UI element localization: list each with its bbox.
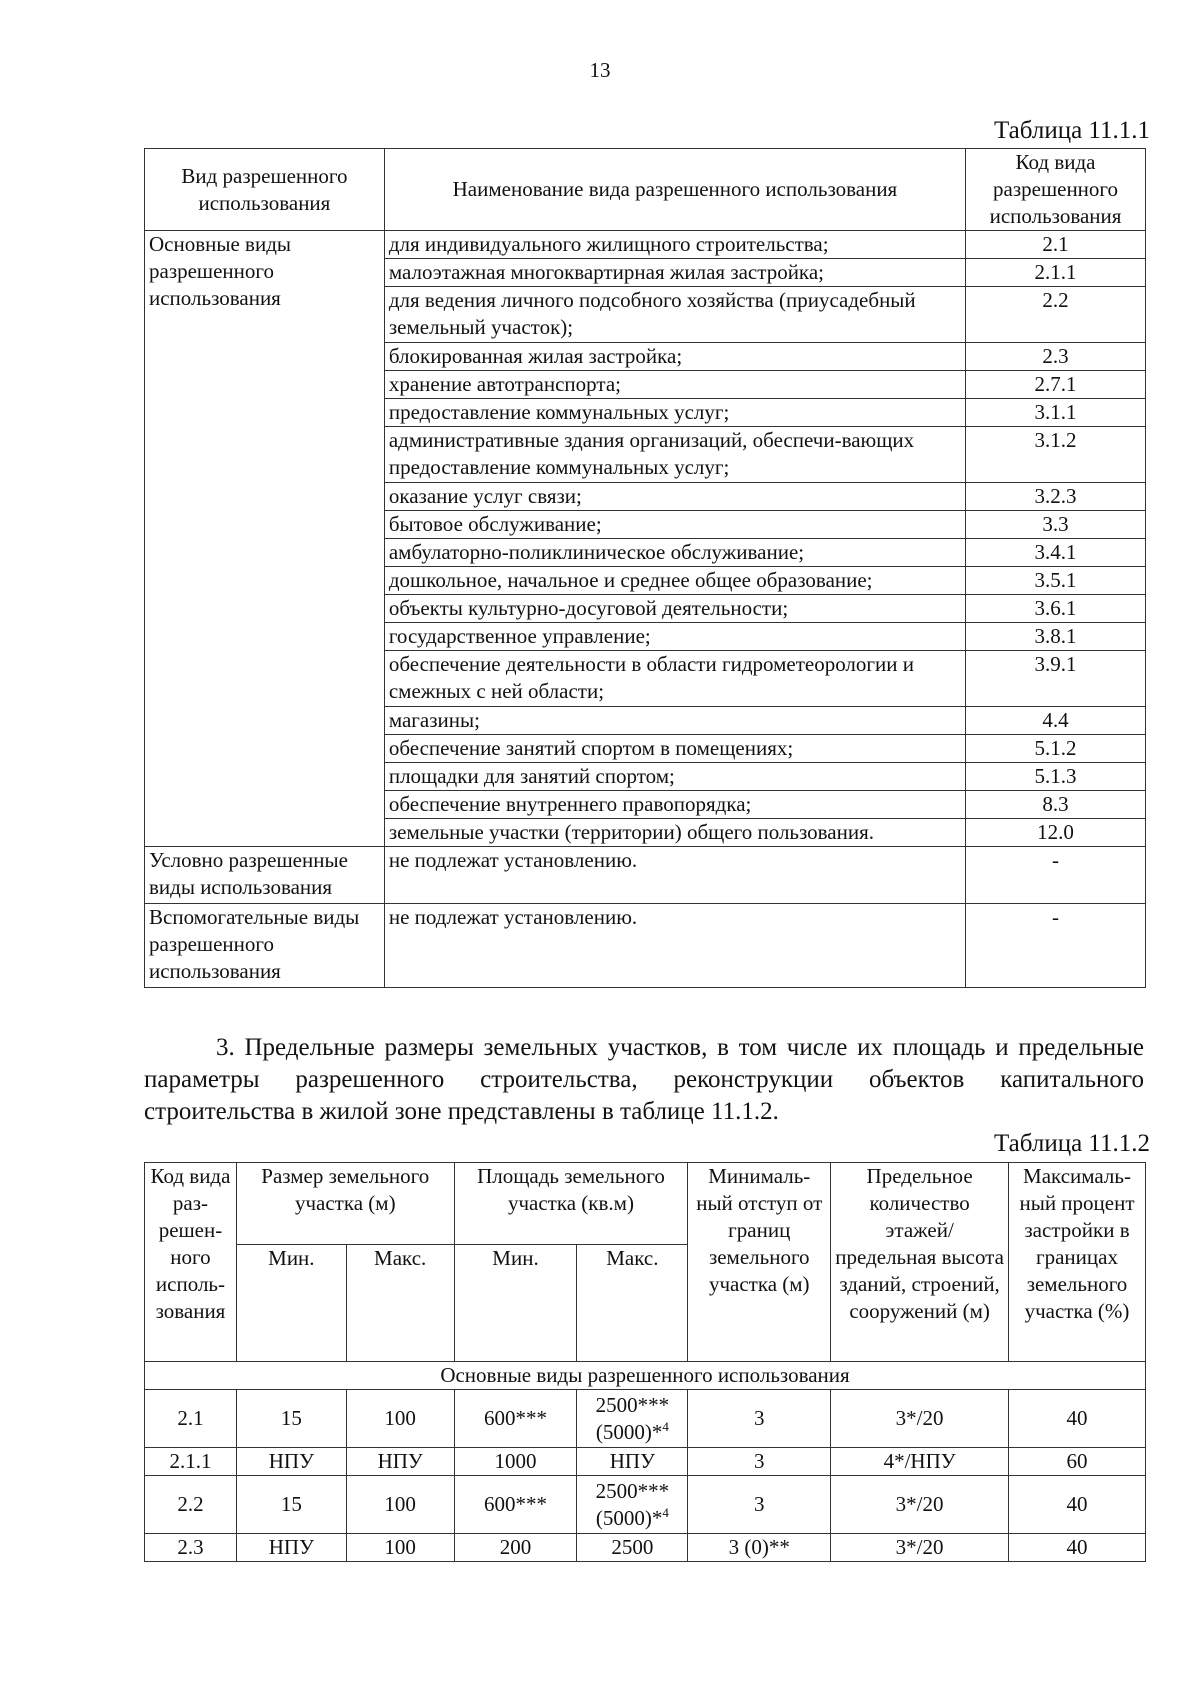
group-conditional-uses: Условно разрешенные виды использования [145, 847, 385, 904]
table-header-row [145, 149, 1146, 231]
body-paragraph: 3. Предельные размеры земельных участков, в том числе их площадь и предельные параметры разрешенного строительства, реконструкции объектов капитального строительства в жилой зоне представлены в таблице 11.1.2. [144, 1034, 1144, 1125]
size-min-cell: НПУ [236, 1534, 346, 1562]
page-number: 13 [589, 58, 611, 82]
use-name: государственное управление; [384, 623, 965, 651]
table-row [145, 1476, 1146, 1534]
use-code: 3.1.1 [966, 399, 1146, 427]
use-name: бытовое обслуживание; [384, 511, 965, 539]
area-max-value: 2500*** [595, 1392, 670, 1417]
use-name: обеспечение деятельности в области гидрометеорологии и смежных с ней области; [384, 651, 965, 707]
setback-cell: 3 [688, 1390, 831, 1448]
parameters-table [144, 1162, 1146, 1562]
use-name: дошкольное, начальное и среднее общее образование; [384, 567, 965, 595]
percent-cell: 40 [1009, 1534, 1146, 1562]
use-name: не подлежат установлению. [384, 904, 965, 988]
area-max-alt-value: (5000)* [595, 1505, 663, 1530]
header-min-setback: Минималь-ный отступ от границ земельного участка (м) [688, 1163, 831, 1362]
header-size-min: Мин. [236, 1245, 346, 1362]
header-plot-area: Площадь земельного участка (кв.м) [454, 1163, 688, 1245]
use-name: хранение автотранспорта; [384, 371, 965, 399]
size-min-cell: НПУ [236, 1448, 346, 1476]
use-code: 3.6.1 [966, 595, 1146, 623]
use-name: земельные участки (территории) общего пользования. [384, 819, 965, 847]
area-max-cell [577, 1390, 688, 1448]
group-main-uses: Основные виды разрешенного использования [145, 231, 385, 847]
setback-cell: 3 [688, 1448, 831, 1476]
percent-cell: 60 [1009, 1448, 1146, 1476]
use-name: оказание услуг связи; [384, 483, 965, 511]
header-max-floors: Предельное количество этажей/ предельная высота зданий, строений, сооружений (м) [831, 1163, 1009, 1362]
use-code: - [966, 904, 1146, 988]
size-max-cell: НПУ [346, 1448, 454, 1476]
use-name: блокированная жилая застройка; [384, 343, 965, 371]
use-code: 5.1.2 [966, 735, 1146, 763]
floors-cell: 3*/20 [831, 1390, 1009, 1448]
table-row [145, 1534, 1146, 1562]
header-use-name: Наименование вида разрешенного использования [384, 149, 965, 231]
table-caption-11-1-2: Таблица 11.1.2 [994, 1130, 1150, 1157]
use-name: обеспечение внутреннего правопорядка; [384, 791, 965, 819]
use-code: 2.1.1 [966, 259, 1146, 287]
table-caption-11-1-1: Таблица 11.1.1 [994, 117, 1150, 144]
use-code: 2.3 [966, 343, 1146, 371]
use-code: 3.9.1 [966, 651, 1146, 707]
area-max-alt-value: (5000)* [595, 1419, 663, 1444]
code-cell: 2.2 [145, 1476, 237, 1534]
percent-cell: 40 [1009, 1476, 1146, 1534]
use-code: 2.7.1 [966, 371, 1146, 399]
use-code: 5.1.3 [966, 763, 1146, 791]
use-code: - [966, 847, 1146, 904]
permitted-use-table [144, 148, 1146, 988]
use-code: 12.0 [966, 819, 1146, 847]
footnote-mark: 4 [662, 1504, 669, 1520]
header-use-type: Вид разрешенного использования [145, 149, 385, 231]
area-min-cell: 200 [454, 1534, 577, 1562]
size-max-cell: 100 [346, 1390, 454, 1448]
use-code: 3.8.1 [966, 623, 1146, 651]
floors-cell: 4*/НПУ [831, 1448, 1009, 1476]
header-max-coverage: Максималь-ный процент застройки в границах земельного участка (%) [1009, 1163, 1146, 1362]
code-cell: 2.1 [145, 1390, 237, 1448]
header-size-max: Макс. [346, 1245, 454, 1362]
code-cell: 2.3 [145, 1534, 237, 1562]
header-code: Код вида раз-решен-ного исполь-зования [145, 1163, 237, 1362]
use-code: 2.2 [966, 287, 1146, 343]
footnote-mark: 4 [662, 1418, 669, 1434]
use-name: для ведения личного подсобного хозяйства (приусадебный земельный участок); [384, 287, 965, 343]
area-max-cell [577, 1476, 688, 1534]
table-header-row [145, 1163, 1146, 1245]
area-max-cell: НПУ [577, 1448, 688, 1476]
area-max-cell: 2500 [577, 1534, 688, 1562]
header-plot-size: Размер земельного участка (м) [236, 1163, 454, 1245]
size-max-cell: 100 [346, 1476, 454, 1534]
setback-cell: 3 [688, 1476, 831, 1534]
use-name: не подлежат установлению. [384, 847, 965, 904]
use-code: 8.3 [966, 791, 1146, 819]
area-max-value: 2500*** [595, 1478, 670, 1503]
use-code: 3.5.1 [966, 567, 1146, 595]
table-row [145, 1448, 1146, 1476]
area-max-alt [579, 1419, 685, 1446]
floors-cell: 3*/20 [831, 1534, 1009, 1562]
percent-cell: 40 [1009, 1390, 1146, 1448]
use-name: объекты культурно-досуговой деятельности; [384, 595, 965, 623]
size-max-cell: 100 [346, 1534, 454, 1562]
header-area-min: Мин. [454, 1245, 577, 1362]
area-max-alt [579, 1505, 685, 1532]
header-use-code: Код вида разрешенного использования [966, 149, 1146, 231]
area-min-cell: 600*** [454, 1476, 577, 1534]
use-name: предоставление коммунальных услуг; [384, 399, 965, 427]
table-row [145, 1390, 1146, 1448]
table-row [145, 231, 1146, 259]
code-cell: 2.1.1 [145, 1448, 237, 1476]
use-name: для индивидуального жилищного строительства; [384, 231, 965, 259]
table-row [145, 904, 1146, 988]
use-name: площадки для занятий спортом; [384, 763, 965, 791]
header-area-max: Макс. [577, 1245, 688, 1362]
use-name: магазины; [384, 707, 965, 735]
use-name: малоэтажная многоквартирная жилая застройка; [384, 259, 965, 287]
use-code: 3.1.2 [966, 427, 1146, 483]
table-row [145, 847, 1146, 904]
area-min-cell: 1000 [454, 1448, 577, 1476]
use-code: 3.4.1 [966, 539, 1146, 567]
setback-cell: 3 (0)** [688, 1534, 831, 1562]
group-auxiliary-uses: Вспомогательные виды разрешенного использования [145, 904, 385, 988]
use-code: 3.3 [966, 511, 1146, 539]
section-row [145, 1362, 1146, 1390]
use-name: обеспечение занятий спортом в помещениях; [384, 735, 965, 763]
use-name: административные здания организаций, обеспечи-вающих предоставление коммунальных услуг; [384, 427, 965, 483]
size-min-cell: 15 [236, 1476, 346, 1534]
use-code: 3.2.3 [966, 483, 1146, 511]
use-code: 2.1 [966, 231, 1146, 259]
use-name: амбулаторно-поликлиническое обслуживание; [384, 539, 965, 567]
use-code: 4.4 [966, 707, 1146, 735]
size-min-cell: 15 [236, 1390, 346, 1448]
area-min-cell: 600*** [454, 1390, 577, 1448]
floors-cell: 3*/20 [831, 1476, 1009, 1534]
section-main-uses: Основные виды разрешенного использования [145, 1362, 1146, 1390]
